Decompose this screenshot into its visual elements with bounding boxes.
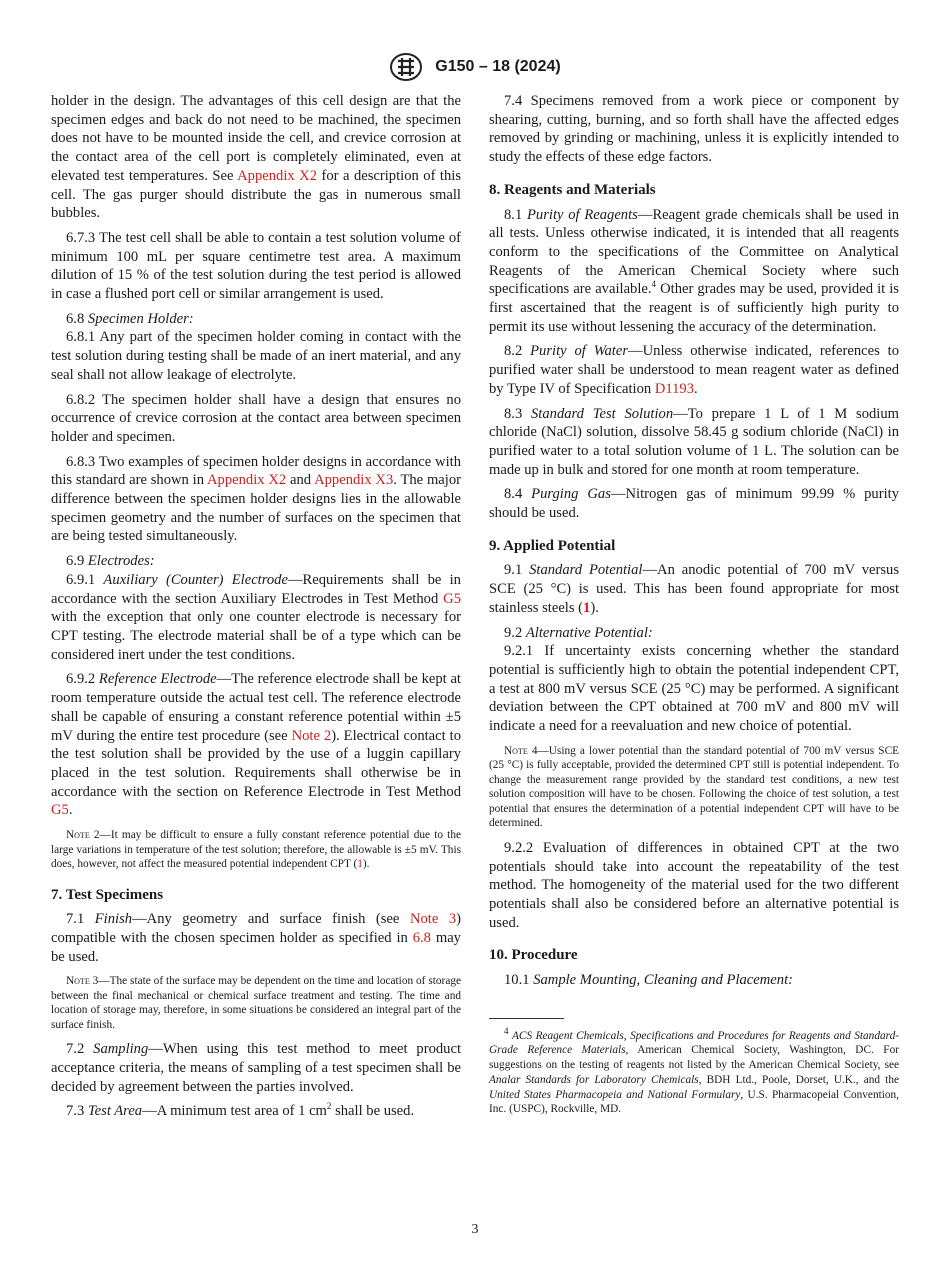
document-id: G150 – 18 (2024) bbox=[435, 58, 561, 75]
heading-9-2: 9.2 Alternative Potential: bbox=[504, 624, 653, 641]
footnote-divider bbox=[489, 1018, 564, 1019]
d1193-link[interactable]: D1193 bbox=[654, 380, 695, 397]
section-10-heading: 10. Procedure bbox=[489, 947, 578, 964]
reference-1-link[interactable]: 1 bbox=[357, 858, 363, 871]
paragraph-cell-design: holder in the design. The advantages of this cell design are that the specimen edges and back do not need to be machined, the specimen does not have to be mounted inside the cell, and crevice corrosion at the contact area of the cell port is completely eliminated, even at elevated test temperatures. See Appendix X2 for a description of this cell. The gas purger should distribute the gas in numerous small bubbles. bbox=[51, 93, 462, 222]
section-7-heading: 7. Test Specimens bbox=[51, 886, 164, 903]
paragraph-7-1: 7.1 Finish—Any geometry and surface finish (see Note 3) compatible with the chosen specimen holder as specified in 6.8 may be used. bbox=[51, 911, 461, 965]
heading-6-9: 6.9 Electrodes: bbox=[66, 553, 155, 570]
paragraph-6-8-1: 6.8.1 Any part of the specimen holder coming in contact with the test solution during testing shall be made of an inert material, and any seal shall not allow leakage of electrolyte. bbox=[51, 329, 461, 383]
note-3: Note 3—The state of the surface may be dependent on the time and location of storage between the final mechanical or chemical surface treatment and testing. The time and location of storage may, therefore, in some situations be considered an integral part of the surface finish. bbox=[51, 975, 461, 1031]
paragraph-6-8-3: 6.8.3 Two examples of specimen holder designs in accordance with this standard are shown in Appendix X2 and Appendix X3. The major difference between the specimen holder designs lies in the allowable specimen geometry and the number of surfaces on the specimen that are being tested simultaneously. bbox=[51, 453, 461, 545]
paragraph-6-7-3: 6.7.3 The test cell shall be able to contain a test solution volume of minimum 100 mL per square centimetre test area. A maximum dilution of 15 % of the test solution during the test period is allowed in case a flushed port cell or similar arrangement is used. bbox=[51, 229, 461, 303]
g5-link[interactable]: G5 bbox=[443, 590, 461, 607]
paragraph-8-2: 8.2 Purity of Water—Unless otherwise indicated, references to purified water shall be understood to mean reagent water as defined by Type IV of Specification D1193. bbox=[489, 343, 900, 397]
section-6-8-link[interactable]: 6.8 bbox=[412, 929, 431, 946]
paragraph-8-1: 8.1 Purity of Reagents—Reagent grade chemicals shall be used in all tests. Unless otherwise indicated, it is intended that all reagents conform to the specifications of the Committee on Analytical Reagents of the American Chemical Society where such specifications are available.$^4$ Other grades may be used, provided it is first ascertained that the reagent is of sufficiently high purity to permit its use without lessening the accuracy of the determination. bbox=[489, 206, 899, 335]
left-column bbox=[51, 92, 461, 1121]
paragraph-9-2-1: 9.2.1 If uncertainty exists concerning whether the standard potential is sufficiently high to obtain the potential independent CPT, a test at 800 mV versus SCE (25 °C) may be performed. A significant deviation between the CPT obtained at 700 mV and 800 mV will indicate a need for a reevaluation and new choice of potential. bbox=[489, 643, 899, 735]
astm-logo-icon bbox=[389, 52, 423, 82]
paragraph-8-3: 8.3 Standard Test Solution—To prepare 1 L of 1 M sodium chloride (NaCl) solution, dissolve 58.45 g sodium chloride (NaCl) in purified water to a total solution volume of 1 L. The solution can be made up in bulk and stored for one month at room temperature. bbox=[489, 405, 900, 478]
heading-10-1: 10.1 Sample Mounting, Cleaning and Placement: bbox=[504, 972, 793, 989]
paragraph-6-8-2: 6.8.2 The specimen holder shall have a design that ensures no occurrence of crevice corrosion at the contact area between specimen holder and specimen. bbox=[51, 391, 461, 445]
paragraph-7-3: 7.3 Test Area—A minimum test area of 1 $cm^2$ shall be used. bbox=[66, 1101, 415, 1120]
footnote-4: $^4$ ACS Reagent Chemicals, Specifications and Procedures for Reagents and Standard-Grade Reference Materials, American Chemical Society, Washington, DC. For suggestions on the testing of reagents not listed by the American Chemical Society, see Analar Standards for Laboratory Chemicals, BDH Ltd., Poole, Dorset, U.K., and the United States Pharmacopeia and National Formulary, U.S. Pharmacopeial Convention, Inc. (USPC), Rockville, MD. bbox=[489, 1025, 899, 1116]
right-column bbox=[489, 92, 899, 1117]
reference-1-link[interactable]: 1 bbox=[583, 599, 591, 616]
paragraph-7-2: 7.2 Sampling—When using this test method to meet product acceptance criteria, the means of sampling of a test specimen shall be decided by agreement between the parties involved. bbox=[51, 1041, 461, 1095]
note-2-link[interactable]: Note 2 bbox=[291, 727, 332, 744]
section-8-heading: 8. Reagents and Materials bbox=[489, 181, 656, 198]
appendix-x3-link[interactable]: Appendix X3 bbox=[314, 472, 394, 489]
paragraph-6-9-2: 6.9.2 Reference Electrode—The reference electrode shall be kept at room temperature outside the actual test cell. The reference electrode shall be capable of ensuring a constant reference potential within ±5 mV during the entire test procedure (see Note 2). Electrical contact to the test solution shall be provided by the use of a luggin capillary placed in the test solution. Requirements shall otherwise be in accordance with the section on Reference Electrode in Test Method G5. bbox=[51, 671, 461, 819]
heading-6-8: 6.8 Specimen Holder: bbox=[66, 310, 194, 327]
paragraph-8-4: 8.4 Purging Gas—Nitrogen gas of minimum 99.99 % purity should be used. bbox=[489, 486, 899, 522]
paragraph-9-2-2: 9.2.2 Evaluation of differences in obtained CPT at the two potentials should take into account the repeatability of the test method. The homogeneity of the material used for the two different potentials shall also be considered before an alternative potential is used. bbox=[489, 839, 899, 931]
section-9-heading: 9. Applied Potential bbox=[489, 537, 616, 554]
note-2: Note 2—It may be difficult to ensure a fully constant reference potential due to the large variations in temperature of the test solution; therefore, the allowable is ±5 mV. This does, however, not affect the measured potential independent CPT (1). bbox=[51, 829, 461, 871]
appendix-x2-link[interactable]: Appendix X2 bbox=[207, 472, 287, 489]
page-header bbox=[0, 52, 950, 82]
note-3-link[interactable]: Note 3 bbox=[409, 911, 457, 928]
appendix-x2-link[interactable]: Appendix X2 bbox=[237, 167, 317, 184]
paragraph-9-1: 9.1 Standard Potential—An anodic potential of 700 mV versus SCE (25 °C) is used. This has been found appropriate for most stainless steels (1). bbox=[489, 562, 900, 616]
paragraph-7-4: 7.4 Specimens removed from a work piece or component by shearing, cutting, burning, and so forth shall have the affected edges removed by grinding or machining, unless it is explicitly intended to study the effects of these edge factors. bbox=[489, 93, 899, 166]
note-4: Note 4—Using a lower potential than the standard potential of 700 mV versus SCE (25 °C) is fully acceptable, provided the determined CPT still is potential independent. To change the measurement range provided by the standard test conditions, a new test solution composition will have to be chosen. Following the choice of test solution, a test potential that ensures the determination of a potential independent CPT will have to be determined. bbox=[489, 744, 900, 830]
paragraph-6-9-1: 6.9.1 Auxiliary (Counter) Electrode—Requirements shall be in accordance with the section Auxiliary Electrodes in Test Method G5 with the exception that only one counter electrode is necessary for CPT testing. The electrode material shall be of a type which can be considered inert under the test conditions. bbox=[51, 571, 461, 663]
page-number: 3 bbox=[471, 1222, 479, 1237]
g5-link[interactable]: G5 bbox=[51, 802, 69, 819]
